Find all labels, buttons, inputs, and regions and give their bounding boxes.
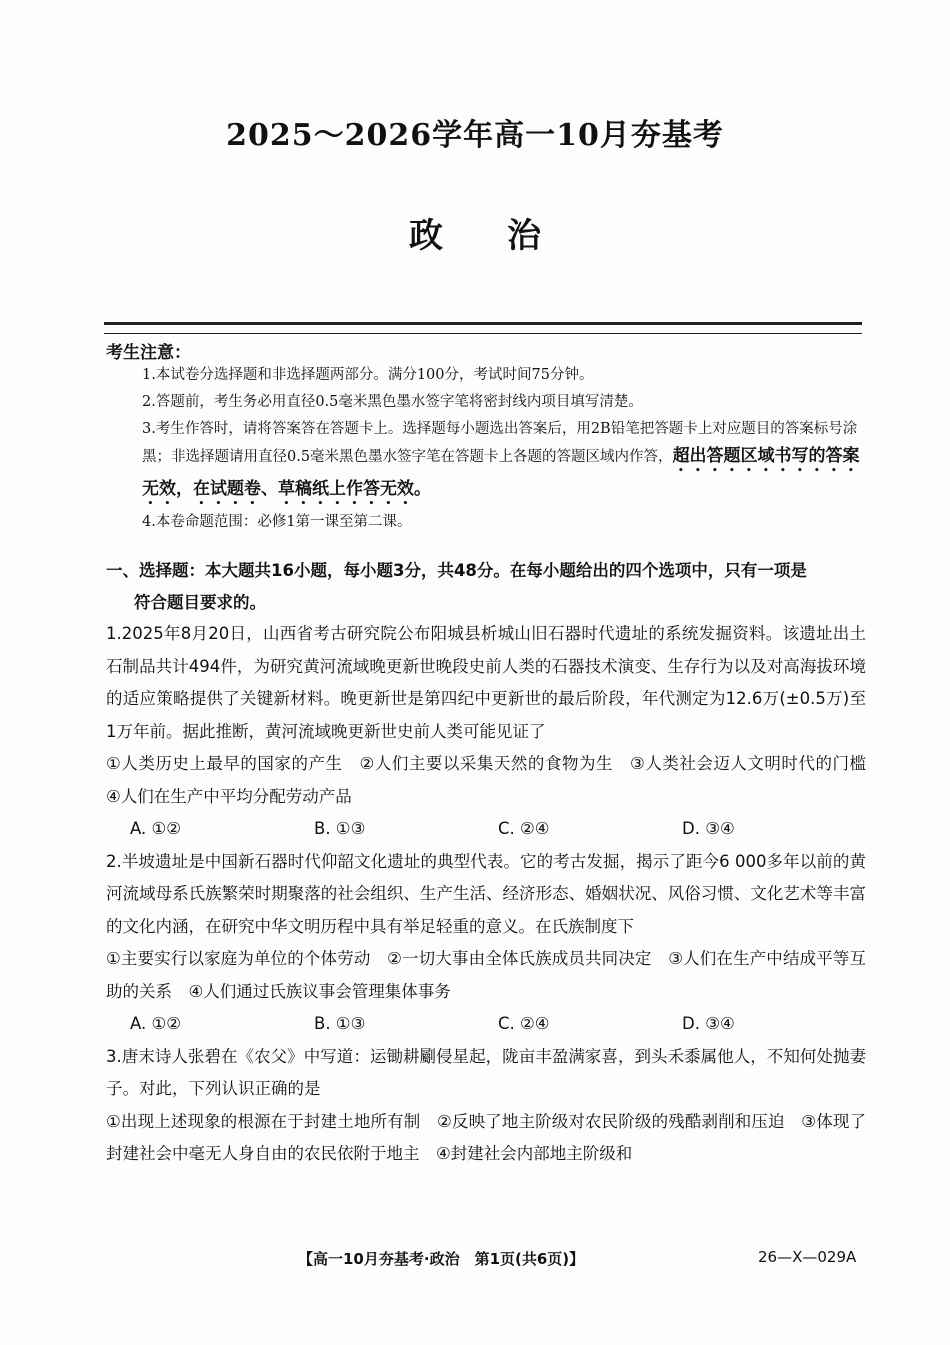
subject-char-right: 治 <box>507 216 541 256</box>
notice-item: 2.答题前，考生务必用直径0.5毫米黑色墨水签字笔将密封线内项目填写清楚。 <box>142 394 643 410</box>
question-stem: 3.唐末诗人张碧在《农父》中写道：运锄耕劚侵星起，陇亩丰盈满家喜，到头禾黍属他人，不知何处抛妻子。对此，下列认识正确的是 <box>106 1046 866 1098</box>
question-stem: 2.半坡遗址是中国新石器时代仰韶文化遗址的典型代表。它的考古发掘，揭示了距今6 000多年以前的黄河流域母系氏族繁荣时期聚落的社会组织、生产生活、经济形态、婚姻状况、风俗习惯、文化艺术等丰富的文化内涵，在研究中华文明历程中具有举足轻重的意义。在氏族制度下 <box>106 851 866 936</box>
notice-list <box>142 362 864 536</box>
section-heading <box>106 555 866 619</box>
question-statements: ①人类历史上最早的国家的产生 ②人们主要以采集天然的食物为生 ③人类社会迈人文明时代的门槛 ④人们在生产中平均分配劳动产品 <box>106 754 883 806</box>
choice-option: A. ①② <box>130 819 182 838</box>
choice-option: B. ①③ <box>314 1014 366 1033</box>
choice-option: B. ①③ <box>314 819 366 838</box>
question-statements: ①主要实行以家庭为单位的个体劳动 ②一切大事由全体氏族成员共同决定 ③人们在生产中结成平等互助的关系 ④人们通过氏族议事会管理集体事务 <box>106 949 866 1001</box>
section-heading-line: 符合题目要求的。 <box>134 593 266 612</box>
footer-page-info: 【高一10月夯基考·政治 第1页(共6页)】 <box>298 1250 585 1268</box>
choice-option: A. ①② <box>130 1014 182 1033</box>
footer-code: 26—X—029A <box>758 1248 857 1266</box>
subject-title <box>0 208 950 257</box>
choice-row <box>106 1008 866 1041</box>
exam-title: 2025～2026学年高一10月夯基考 <box>226 118 724 153</box>
choice-option: D. ③④ <box>682 1014 735 1033</box>
question-list <box>106 618 883 1171</box>
section-heading-line: 一、选择题：本大题共16小题，每小题3分，共48分。在每小题给出的四个选项中，只有一项是 <box>106 561 807 580</box>
choice-row <box>106 813 866 846</box>
choice-option: C. ②④ <box>498 1014 550 1033</box>
page-footer <box>0 1248 950 1274</box>
header-divider <box>104 322 862 334</box>
notice-emphasis: 超出答题区域书写的答案无效，在试题卷、草稿纸上作答无效。 <box>142 446 860 499</box>
question <box>106 846 866 1041</box>
subject-char-left: 政 <box>409 216 443 256</box>
question-stem: 1.2025年8月20日，山西省考古研究院公布阳城县析城山旧石器时代遗址的系统发掘资料。该遗址出土石制品共计494件，为研究黄河流域晚更新世晚段史前人类的石器技术演变、生存行为以及对高海拔环境的适应策略提供了关键新材料。晚更新世是第四纪中更新世的最后阶段，年代测定为12.6万(±0.5万)至1万年前。据此推断，黄河流域晚更新世史前人类可能见证了 <box>106 624 866 741</box>
question <box>106 1041 866 1171</box>
choice-option: C. ②④ <box>498 819 550 838</box>
notice-item-text: 3.考生作答时，请将答案答在答题卡上。选择题每小题选出答案后，用2B铅笔把答题卡上对应题目的答案标号涂黑；非选择题请用直径0.5毫米黑色墨水签字笔在答题卡上各题的答题区域内作答， <box>142 421 858 465</box>
notice-item: 1.本试卷分选择题和非选择题两部分。满分100分，考试时间75分钟。 <box>142 367 594 383</box>
notice-item: 4.本卷命题范围：必修1第一课至第二课。 <box>142 514 412 530</box>
notice-item <box>142 416 864 509</box>
question-statements: ①出现上述现象的根源在于封建土地所有制 ②反映了地主阶级对农民阶级的残酷剥削和压迫 ③体现了封建社会中毫无人身自由的农民依附于地主 ④封建社会内部地主阶级和 <box>106 1111 866 1163</box>
notice-heading: 考生注意： <box>106 343 191 363</box>
question <box>106 618 883 846</box>
choice-option: D. ③④ <box>682 819 735 838</box>
